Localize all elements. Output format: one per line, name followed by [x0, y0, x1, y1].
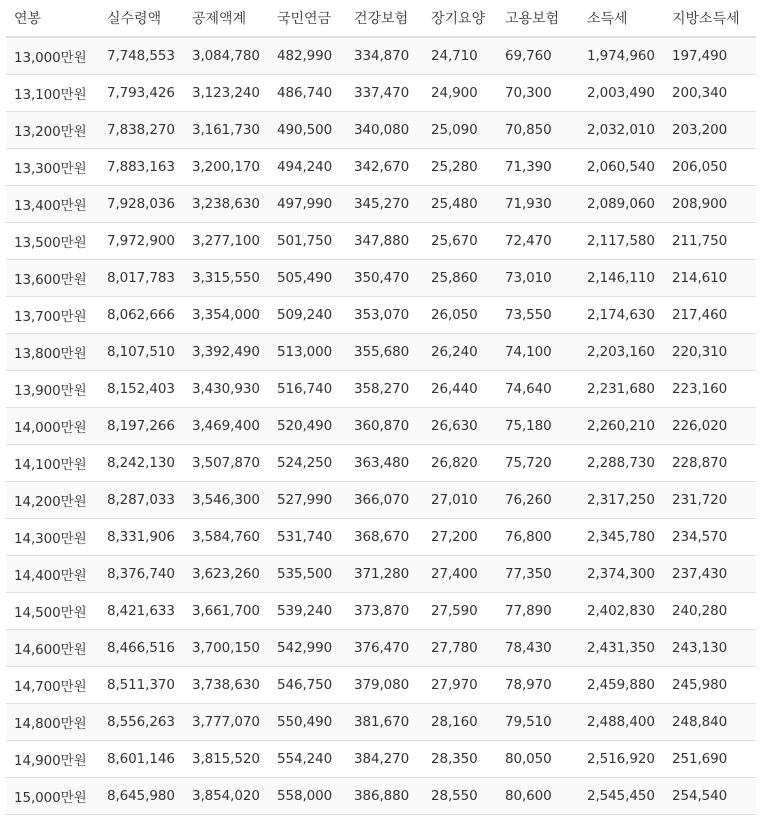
cell-salary: 14,500만원: [6, 593, 99, 630]
cell-local-income-tax: 208,900: [664, 186, 756, 223]
cell-total-deduction: 3,469,400: [184, 408, 269, 445]
cell-total-deduction: 3,661,700: [184, 593, 269, 630]
cell-employment-insurance: 71,390: [497, 149, 579, 186]
cell-salary: 14,300만원: [6, 519, 99, 556]
cell-net-pay: 8,242,130: [99, 445, 184, 482]
cell-income-tax: 2,516,920: [579, 741, 664, 778]
cell-total-deduction: 3,546,300: [184, 482, 269, 519]
cell-total-deduction: 3,392,490: [184, 334, 269, 371]
cell-net-pay: 7,838,270: [99, 112, 184, 149]
cell-salary: 14,900만원: [6, 741, 99, 778]
cell-income-tax: 2,231,680: [579, 371, 664, 408]
cell-salary: 13,700만원: [6, 297, 99, 334]
cell-local-income-tax: 237,430: [664, 556, 756, 593]
cell-net-pay: 7,972,900: [99, 223, 184, 260]
cell-salary: 13,900만원: [6, 371, 99, 408]
cell-income-tax: 2,117,580: [579, 223, 664, 260]
cell-net-pay: 7,748,553: [99, 37, 184, 75]
cell-health-insurance: 373,870: [346, 593, 423, 630]
cell-health-insurance: 379,080: [346, 667, 423, 704]
cell-employment-insurance: 73,010: [497, 260, 579, 297]
cell-salary: 14,800만원: [6, 704, 99, 741]
cell-health-insurance: 340,080: [346, 112, 423, 149]
table-row: [6, 75, 756, 112]
cell-employment-insurance: 78,970: [497, 667, 579, 704]
cell-income-tax: 2,146,110: [579, 260, 664, 297]
cell-national-pension: 509,240: [269, 297, 346, 334]
header-salary: 연봉: [6, 0, 99, 37]
cell-income-tax: 2,288,730: [579, 445, 664, 482]
cell-health-insurance: 363,480: [346, 445, 423, 482]
cell-total-deduction: 3,200,170: [184, 149, 269, 186]
header-national-pension: 국민연금: [269, 0, 346, 37]
cell-national-pension: 490,500: [269, 112, 346, 149]
cell-long-term-care: 25,090: [423, 112, 497, 149]
cell-income-tax: 2,402,830: [579, 593, 664, 630]
cell-salary: 14,200만원: [6, 482, 99, 519]
cell-national-pension: 546,750: [269, 667, 346, 704]
cell-income-tax: 2,317,250: [579, 482, 664, 519]
cell-employment-insurance: 70,300: [497, 75, 579, 112]
cell-net-pay: 8,556,263: [99, 704, 184, 741]
cell-local-income-tax: 240,280: [664, 593, 756, 630]
cell-total-deduction: 3,354,000: [184, 297, 269, 334]
cell-local-income-tax: 248,840: [664, 704, 756, 741]
cell-total-deduction: 3,123,240: [184, 75, 269, 112]
cell-income-tax: 2,203,160: [579, 334, 664, 371]
cell-local-income-tax: 217,460: [664, 297, 756, 334]
cell-employment-insurance: 77,890: [497, 593, 579, 630]
table-row: [6, 223, 756, 260]
cell-net-pay: 8,017,783: [99, 260, 184, 297]
header-income-tax: 소득세: [579, 0, 664, 37]
cell-salary: 14,100만원: [6, 445, 99, 482]
cell-employment-insurance: 77,350: [497, 556, 579, 593]
cell-health-insurance: 347,880: [346, 223, 423, 260]
table-row: [6, 37, 756, 75]
cell-health-insurance: 345,270: [346, 186, 423, 223]
salary-table: [6, 0, 756, 815]
header-health-insurance: 건강보험: [346, 0, 423, 37]
table-body: [6, 37, 756, 815]
cell-total-deduction: 3,584,760: [184, 519, 269, 556]
table-row: [6, 741, 756, 778]
cell-local-income-tax: 214,610: [664, 260, 756, 297]
cell-net-pay: 8,152,403: [99, 371, 184, 408]
cell-total-deduction: 3,738,630: [184, 667, 269, 704]
cell-income-tax: 2,345,780: [579, 519, 664, 556]
cell-salary: 13,500만원: [6, 223, 99, 260]
header-employment-insurance: 고용보험: [497, 0, 579, 37]
cell-national-pension: 486,740: [269, 75, 346, 112]
header-local-income-tax: 지방소득세: [664, 0, 756, 37]
cell-health-insurance: 342,670: [346, 149, 423, 186]
cell-health-insurance: 386,880: [346, 778, 423, 815]
table-row: [6, 593, 756, 630]
cell-local-income-tax: 226,020: [664, 408, 756, 445]
cell-salary: 13,200만원: [6, 112, 99, 149]
cell-employment-insurance: 72,470: [497, 223, 579, 260]
cell-salary: 14,700만원: [6, 667, 99, 704]
cell-net-pay: 8,601,146: [99, 741, 184, 778]
cell-health-insurance: 384,270: [346, 741, 423, 778]
cell-income-tax: 2,545,450: [579, 778, 664, 815]
cell-national-pension: 497,990: [269, 186, 346, 223]
salary-table-container: [6, 0, 756, 815]
cell-salary: 14,400만원: [6, 556, 99, 593]
cell-salary: 13,600만원: [6, 260, 99, 297]
cell-health-insurance: 381,670: [346, 704, 423, 741]
cell-long-term-care: 28,550: [423, 778, 497, 815]
cell-local-income-tax: 220,310: [664, 334, 756, 371]
cell-national-pension: 550,490: [269, 704, 346, 741]
cell-total-deduction: 3,161,730: [184, 112, 269, 149]
cell-national-pension: 516,740: [269, 371, 346, 408]
cell-total-deduction: 3,277,100: [184, 223, 269, 260]
cell-local-income-tax: 245,980: [664, 667, 756, 704]
cell-net-pay: 7,928,036: [99, 186, 184, 223]
cell-employment-insurance: 75,720: [497, 445, 579, 482]
table-row: [6, 704, 756, 741]
cell-income-tax: 2,089,060: [579, 186, 664, 223]
cell-employment-insurance: 80,600: [497, 778, 579, 815]
cell-national-pension: 527,990: [269, 482, 346, 519]
cell-national-pension: 554,240: [269, 741, 346, 778]
table-row: [6, 445, 756, 482]
cell-employment-insurance: 78,430: [497, 630, 579, 667]
cell-national-pension: 520,490: [269, 408, 346, 445]
cell-salary: 14,600만원: [6, 630, 99, 667]
cell-health-insurance: 376,470: [346, 630, 423, 667]
cell-total-deduction: 3,815,520: [184, 741, 269, 778]
cell-salary: 13,100만원: [6, 75, 99, 112]
cell-health-insurance: 353,070: [346, 297, 423, 334]
cell-health-insurance: 334,870: [346, 37, 423, 75]
cell-long-term-care: 24,900: [423, 75, 497, 112]
cell-national-pension: 539,240: [269, 593, 346, 630]
cell-income-tax: 1,974,960: [579, 37, 664, 75]
cell-income-tax: 2,374,300: [579, 556, 664, 593]
table-row: [6, 408, 756, 445]
cell-employment-insurance: 75,180: [497, 408, 579, 445]
table-row: [6, 519, 756, 556]
cell-local-income-tax: 200,340: [664, 75, 756, 112]
cell-health-insurance: 360,870: [346, 408, 423, 445]
cell-total-deduction: 3,623,260: [184, 556, 269, 593]
cell-long-term-care: 25,670: [423, 223, 497, 260]
cell-employment-insurance: 71,930: [497, 186, 579, 223]
cell-income-tax: 2,488,400: [579, 704, 664, 741]
table-row: [6, 778, 756, 815]
cell-net-pay: 8,062,666: [99, 297, 184, 334]
cell-income-tax: 2,003,490: [579, 75, 664, 112]
header-net-pay: 실수령액: [99, 0, 184, 37]
cell-long-term-care: 25,280: [423, 149, 497, 186]
cell-local-income-tax: 231,720: [664, 482, 756, 519]
cell-health-insurance: 355,680: [346, 334, 423, 371]
cell-national-pension: 524,250: [269, 445, 346, 482]
cell-health-insurance: 366,070: [346, 482, 423, 519]
cell-health-insurance: 350,470: [346, 260, 423, 297]
cell-net-pay: 7,793,426: [99, 75, 184, 112]
table-row: [6, 556, 756, 593]
table-header-row: [6, 0, 756, 37]
cell-salary: 15,000만원: [6, 778, 99, 815]
cell-net-pay: 8,376,740: [99, 556, 184, 593]
cell-long-term-care: 27,400: [423, 556, 497, 593]
table-row: [6, 149, 756, 186]
table-row: [6, 630, 756, 667]
cell-long-term-care: 25,860: [423, 260, 497, 297]
cell-total-deduction: 3,430,930: [184, 371, 269, 408]
cell-employment-insurance: 73,550: [497, 297, 579, 334]
cell-salary: 13,300만원: [6, 149, 99, 186]
cell-income-tax: 2,459,880: [579, 667, 664, 704]
cell-income-tax: 2,260,210: [579, 408, 664, 445]
cell-health-insurance: 371,280: [346, 556, 423, 593]
cell-national-pension: 535,500: [269, 556, 346, 593]
cell-salary: 13,400만원: [6, 186, 99, 223]
cell-long-term-care: 27,780: [423, 630, 497, 667]
cell-national-pension: 501,750: [269, 223, 346, 260]
cell-total-deduction: 3,700,150: [184, 630, 269, 667]
cell-income-tax: 2,032,010: [579, 112, 664, 149]
cell-employment-insurance: 70,850: [497, 112, 579, 149]
cell-long-term-care: 25,480: [423, 186, 497, 223]
cell-long-term-care: 24,710: [423, 37, 497, 75]
cell-total-deduction: 3,084,780: [184, 37, 269, 75]
cell-employment-insurance: 80,050: [497, 741, 579, 778]
cell-employment-insurance: 79,510: [497, 704, 579, 741]
cell-long-term-care: 27,970: [423, 667, 497, 704]
cell-national-pension: 513,000: [269, 334, 346, 371]
table-row: [6, 112, 756, 149]
cell-net-pay: 8,466,516: [99, 630, 184, 667]
cell-local-income-tax: 254,540: [664, 778, 756, 815]
cell-employment-insurance: 74,640: [497, 371, 579, 408]
cell-net-pay: 8,287,033: [99, 482, 184, 519]
table-row: [6, 371, 756, 408]
cell-long-term-care: 28,160: [423, 704, 497, 741]
cell-long-term-care: 26,240: [423, 334, 497, 371]
cell-health-insurance: 358,270: [346, 371, 423, 408]
cell-local-income-tax: 251,690: [664, 741, 756, 778]
cell-total-deduction: 3,238,630: [184, 186, 269, 223]
cell-net-pay: 8,645,980: [99, 778, 184, 815]
cell-long-term-care: 26,440: [423, 371, 497, 408]
cell-net-pay: 8,107,510: [99, 334, 184, 371]
table-row: [6, 260, 756, 297]
cell-employment-insurance: 74,100: [497, 334, 579, 371]
cell-national-pension: 542,990: [269, 630, 346, 667]
cell-total-deduction: 3,854,020: [184, 778, 269, 815]
cell-local-income-tax: 206,050: [664, 149, 756, 186]
table-row: [6, 482, 756, 519]
header-long-term-care: 장기요양: [423, 0, 497, 37]
cell-long-term-care: 26,630: [423, 408, 497, 445]
cell-long-term-care: 27,590: [423, 593, 497, 630]
cell-net-pay: 8,421,633: [99, 593, 184, 630]
table-row: [6, 667, 756, 704]
header-total-deduction: 공제액계: [184, 0, 269, 37]
cell-total-deduction: 3,507,870: [184, 445, 269, 482]
cell-health-insurance: 368,670: [346, 519, 423, 556]
cell-net-pay: 8,331,906: [99, 519, 184, 556]
cell-health-insurance: 337,470: [346, 75, 423, 112]
cell-local-income-tax: 203,200: [664, 112, 756, 149]
cell-national-pension: 531,740: [269, 519, 346, 556]
cell-local-income-tax: 223,160: [664, 371, 756, 408]
cell-long-term-care: 27,200: [423, 519, 497, 556]
cell-income-tax: 2,174,630: [579, 297, 664, 334]
cell-national-pension: 558,000: [269, 778, 346, 815]
cell-local-income-tax: 197,490: [664, 37, 756, 75]
cell-national-pension: 494,240: [269, 149, 346, 186]
cell-long-term-care: 28,350: [423, 741, 497, 778]
cell-national-pension: 505,490: [269, 260, 346, 297]
cell-income-tax: 2,431,350: [579, 630, 664, 667]
table-row: [6, 186, 756, 223]
cell-total-deduction: 3,777,070: [184, 704, 269, 741]
cell-national-pension: 482,990: [269, 37, 346, 75]
cell-salary: 14,000만원: [6, 408, 99, 445]
cell-net-pay: 8,511,370: [99, 667, 184, 704]
cell-net-pay: 7,883,163: [99, 149, 184, 186]
table-row: [6, 334, 756, 371]
cell-net-pay: 8,197,266: [99, 408, 184, 445]
cell-local-income-tax: 211,750: [664, 223, 756, 260]
cell-employment-insurance: 76,260: [497, 482, 579, 519]
cell-long-term-care: 27,010: [423, 482, 497, 519]
cell-employment-insurance: 76,800: [497, 519, 579, 556]
cell-long-term-care: 26,050: [423, 297, 497, 334]
cell-salary: 13,000만원: [6, 37, 99, 75]
cell-local-income-tax: 243,130: [664, 630, 756, 667]
cell-long-term-care: 26,820: [423, 445, 497, 482]
cell-local-income-tax: 234,570: [664, 519, 756, 556]
cell-salary: 13,800만원: [6, 334, 99, 371]
table-row: [6, 297, 756, 334]
cell-employment-insurance: 69,760: [497, 37, 579, 75]
cell-income-tax: 2,060,540: [579, 149, 664, 186]
cell-total-deduction: 3,315,550: [184, 260, 269, 297]
cell-local-income-tax: 228,870: [664, 445, 756, 482]
